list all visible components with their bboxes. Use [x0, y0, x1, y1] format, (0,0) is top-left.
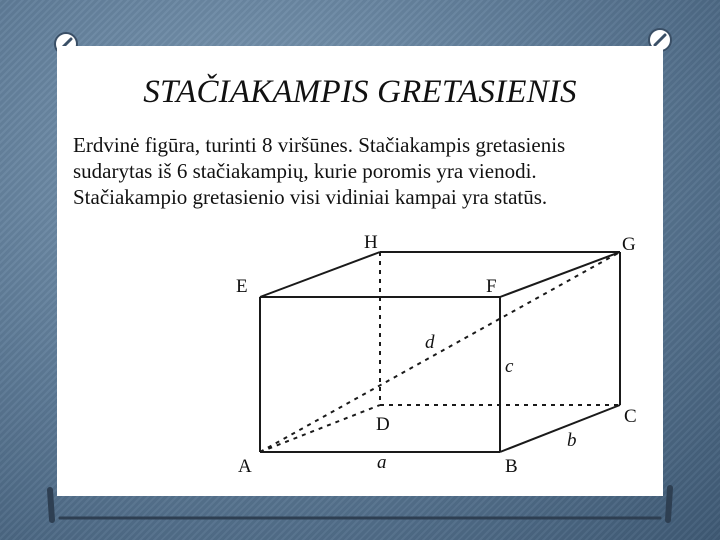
edge-label-d: d	[425, 332, 435, 353]
edge-FG	[500, 252, 620, 297]
diagonal-AG	[260, 252, 620, 452]
vertex-label-C: C	[624, 406, 637, 427]
vertex-label-H: H	[364, 232, 378, 253]
edge-label-c: c	[505, 356, 514, 377]
edge-label-b: b	[567, 430, 577, 451]
body-line-3: Stačiakampio gretasienio visi vidiniai kampai yra statūs.	[73, 185, 548, 209]
vertex-label-B: B	[505, 456, 518, 477]
edge-label-a: a	[377, 452, 387, 473]
vertex-label-E: E	[236, 276, 248, 297]
hidden-edge-AD	[260, 405, 380, 452]
vertex-label-G: G	[622, 234, 636, 255]
slide-title: STAČIAKAMPIS GRETASIENIS	[143, 74, 577, 110]
vertex-label-F: F	[486, 276, 497, 297]
body-line-2: sudarytas iš 6 stačiakampių, kurie poromis yra vienodi.	[73, 159, 537, 183]
vertex-label-A: A	[238, 456, 252, 477]
edge-BC	[500, 405, 620, 452]
vertex-label-D: D	[376, 414, 390, 435]
edge-EH	[260, 252, 380, 297]
body-line-1: Erdvinė figūra, turinti 8 viršūnes. Stačiakampis gretasienis	[73, 133, 566, 157]
